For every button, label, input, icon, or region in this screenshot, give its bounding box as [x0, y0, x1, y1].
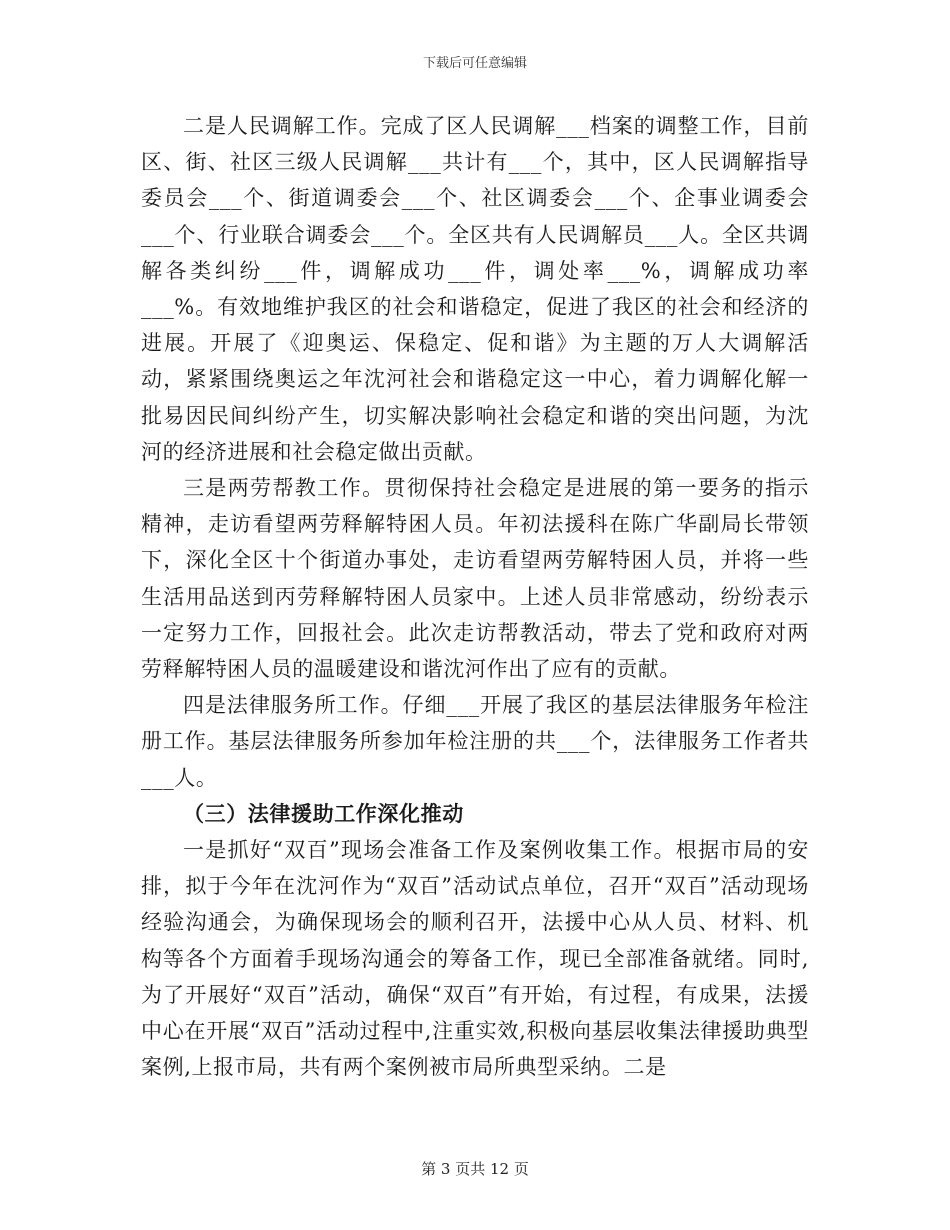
- page-footer: 第 3 页共 12 页: [421, 1160, 529, 1178]
- page-header: 下载后可任意编辑: [422, 56, 527, 71]
- paragraph-double-hundred: 一是抓好“双百”现场会准备工作及案例收集工作。根据市局的安排，拟于今年在沈河作为“双百”活动试点单位，召开“双百”活动现场经验沟通会，为确保现场会的顺利召开，法援中心从人员、材料、机构等各个方面着手现场沟通会的筹备工作，现已全部准备就绪。同时,为了开展好“双百”活动，确保“双百”有开始，有过程，有成果，法援中心在开展“双百”活动过程中,注重实效,积极向基层收集法律援助典型案例,上报市局，共有两个案例被市局所典型采纳。二是: [141, 838, 809, 1080]
- paragraph-legal-service: 四是法律服务所工作。仔细___开展了我区的基层法律服务年检注册工作。基层法律服务所参加年检注册的共___个，法律服务工作者共___人。: [141, 693, 809, 790]
- section-heading: （三）法律援助工作深化推动: [183, 800, 464, 826]
- document-body: [141, 108, 809, 1085]
- paragraph-rehabilitation: 三是两劳帮教工作。贯彻保持社会稳定是进展的第一要务的指示精神，走访看望两劳释解特困人员。年初法援科在陈广华副局长带领下，深化全区十个街道办事处，走访看望两劳解特困人员，并将一些生活用品送到丙劳释解特困人员家中。上述人员非常感动，纷纷表示一定努力工作，回报社会。此次走访帮教活动，带去了党和政府对两劳释解特困人员的温暖建设和谐沈河作出了应有的贡献。: [141, 476, 809, 682]
- paragraph-people-mediation: 二是人民调解工作。完成了区人民调解___档案的调整工作，目前区、街、社区三级人民调解___共计有___个，其中，区人民调解指导委员会___个、街道调委会___个、社区调委会___个、企事业调委会___个、行业联合调委会___个。全区共有人民调解员___人。全区共调解各类纠纷___件，调解成功___件，调处率___%，调解成功率___%。有效地维护我区的社会和谐稳定，促进了我区的社会和经济的进展。开展了《迎奥运、保稳定、促和谐》为主题的万人大调解活动，紧紧围绕奥运之年沈河社会和谐稳定这一中心，着力调解化解一批易因民间纠纷产生，切实解决影响社会稳定和谐的突出问题，为沈河的经济进展和社会稳定做出贡献。: [141, 114, 809, 464]
